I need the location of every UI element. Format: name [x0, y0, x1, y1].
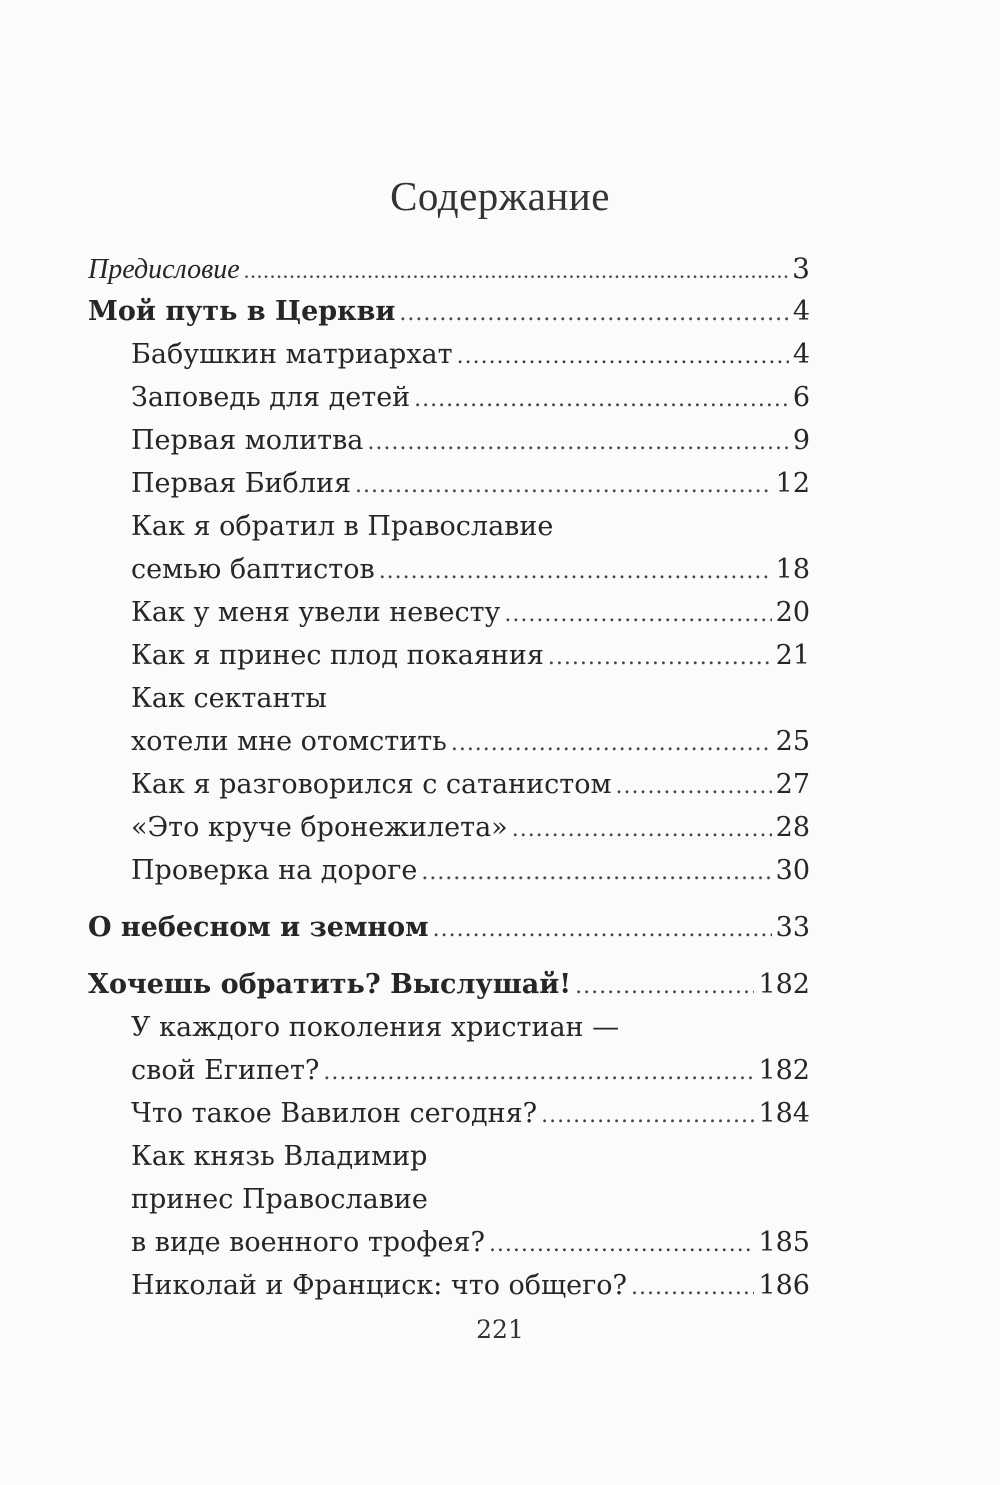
toc-entry-title: Проверка на дороге	[131, 855, 418, 886]
toc-part-entry	[88, 906, 810, 949]
toc-subentry	[88, 1264, 810, 1307]
dot-leader	[367, 421, 788, 464]
toc-entry-title: Заповедь для детей	[131, 382, 411, 413]
dot-leader	[457, 335, 789, 378]
toc-subentry	[88, 376, 810, 419]
toc-entry-title: свой Египет?	[131, 1055, 320, 1086]
page-title: Содержание	[390, 173, 610, 219]
dot-leader	[355, 464, 772, 507]
toc-entry-title: Мой путь в Церкви	[88, 296, 396, 327]
toc-subentry	[88, 505, 810, 591]
toc-line	[131, 1221, 810, 1264]
toc-line	[88, 247, 810, 290]
toc-entry-title: О небесном и земном	[88, 912, 429, 943]
toc-entry-title: Как князь Владимир	[131, 1141, 428, 1172]
toc-entry-title: Первая Библия	[131, 468, 351, 499]
toc-page-number: 20	[775, 597, 810, 628]
toc-line	[131, 376, 810, 419]
toc-entry-title: Первая молитва	[131, 425, 364, 456]
toc-line	[88, 906, 810, 949]
toc-subentry	[88, 333, 810, 376]
toc-page-number: 9	[792, 425, 810, 456]
section-gap	[88, 949, 810, 963]
toc-subentry	[88, 462, 810, 505]
toc-entry-title: Как у меня увели невесту	[131, 597, 501, 628]
table-of-contents	[88, 247, 810, 1307]
toc-line	[131, 677, 810, 720]
toc-part-entry	[88, 290, 810, 333]
toc-line	[131, 1049, 810, 1092]
dot-leader	[489, 1223, 755, 1266]
toc-subentry	[88, 419, 810, 462]
toc-subentry	[88, 1092, 810, 1135]
toc-line	[131, 419, 810, 462]
dot-leader	[504, 593, 771, 636]
toc-entry-title: Как сектанты	[131, 683, 327, 714]
toc-page-number: 3	[792, 252, 810, 285]
toc-line	[131, 1178, 810, 1221]
toc-page-number: 33	[775, 912, 810, 943]
toc-entry-title: хотели мне отомстить	[131, 726, 447, 757]
toc-page-number: 184	[758, 1098, 810, 1129]
dot-leader	[575, 965, 754, 1008]
dot-leader	[631, 1266, 754, 1309]
dot-leader	[323, 1051, 754, 1094]
section-gap	[88, 892, 810, 906]
toc-line	[131, 333, 810, 376]
dot-leader	[541, 1094, 754, 1137]
toc-subentry	[88, 634, 810, 677]
toc-subentry	[88, 849, 810, 892]
toc-line	[131, 1135, 810, 1178]
toc-page-number: 12	[775, 468, 810, 499]
toc-entry-title: Хочешь обратить? Выслушай!	[88, 969, 572, 1000]
dot-leader	[244, 249, 788, 292]
toc-page-number: 185	[758, 1227, 810, 1258]
dot-leader	[451, 722, 772, 765]
toc-entry-title: в виде военного трофея?	[131, 1227, 485, 1258]
toc-line	[131, 548, 810, 591]
toc-entry-title: Николай и Франциск: что общего?	[131, 1270, 627, 1301]
toc-page-number: 182	[758, 969, 810, 1000]
toc-subentry	[88, 1135, 810, 1264]
page-number: 221	[476, 1315, 524, 1344]
toc-line	[131, 505, 810, 548]
toc-entry-title: У каждого поколения христиан —	[131, 1012, 620, 1043]
toc-page-number: 186	[758, 1270, 810, 1301]
dot-leader	[433, 908, 772, 951]
toc-line	[88, 963, 810, 1006]
toc-entry-title: принес Православие	[131, 1184, 428, 1215]
toc-entry-title: Бабушкин матриархат	[131, 339, 453, 370]
toc-line	[131, 591, 810, 634]
toc-line	[131, 806, 810, 849]
toc-part-entry	[88, 963, 810, 1006]
toc-line	[131, 462, 810, 505]
toc-entry-title: Как я обратил в Православие	[131, 511, 554, 542]
dot-leader	[379, 550, 772, 593]
dot-leader	[512, 808, 772, 851]
toc-line	[131, 1092, 810, 1135]
toc-preface-entry	[88, 247, 810, 290]
toc-entry-title: Предисловие	[88, 254, 240, 285]
toc-page-number: 27	[775, 769, 810, 800]
toc-entry-title: Как я принес плод покаяния	[131, 640, 544, 671]
toc-line	[131, 849, 810, 892]
toc-entry-title: семью баптистов	[131, 554, 375, 585]
toc-line	[131, 1264, 810, 1307]
toc-page-number: 25	[775, 726, 810, 757]
toc-subentry	[88, 677, 810, 763]
toc-page-number: 18	[775, 554, 810, 585]
toc-page-number: 28	[775, 812, 810, 843]
toc-line	[88, 290, 810, 333]
toc-page-number: 182	[758, 1055, 810, 1086]
dot-leader	[399, 292, 788, 335]
toc-line	[131, 1006, 810, 1049]
toc-entry-title: Как я разговорился с сатанистом	[131, 769, 612, 800]
toc-subentry	[88, 806, 810, 849]
toc-page-number: 30	[775, 855, 810, 886]
toc-line	[131, 763, 810, 806]
toc-subentry	[88, 591, 810, 634]
toc-page-number: 21	[775, 640, 810, 671]
dot-leader	[548, 636, 772, 679]
toc-subentry	[88, 763, 810, 806]
toc-line	[131, 634, 810, 677]
toc-page-number: 4	[792, 296, 810, 327]
dot-leader	[421, 851, 771, 894]
toc-page-number: 4	[792, 339, 810, 370]
dot-leader	[615, 765, 771, 808]
toc-line	[131, 720, 810, 763]
toc-subentry	[88, 1006, 810, 1092]
toc-entry-title: «Это круче бронежилета»	[131, 812, 508, 843]
dot-leader	[414, 378, 789, 421]
toc-page-number: 6	[792, 382, 810, 413]
toc-entry-title: Что такое Вавилон сегодня?	[131, 1098, 538, 1129]
